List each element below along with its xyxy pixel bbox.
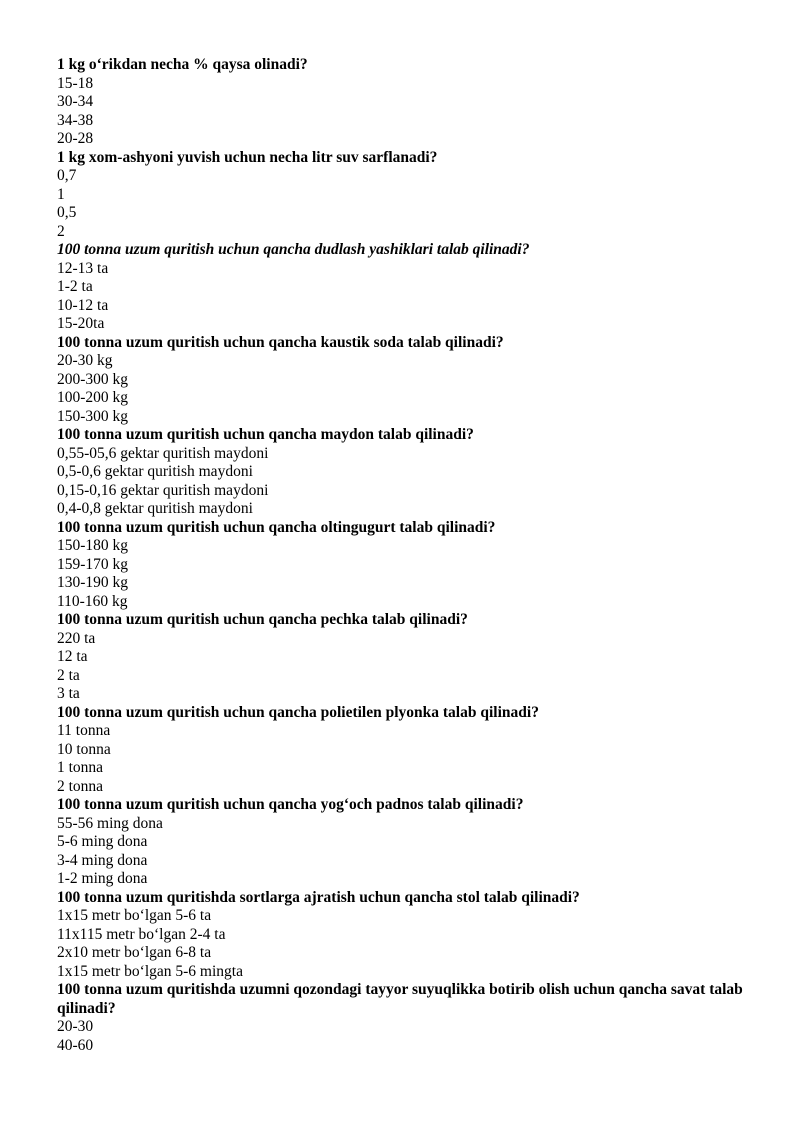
question-text: 100 tonna uzum quritish uchun qancha dudlash yashiklari talab qilinadi? (57, 241, 530, 258)
answer-option: 150-300 kg (57, 407, 129, 425)
question-text: 100 tonna uzum quritish uchun qancha oltingugurt talab qilinadi? (57, 518, 496, 536)
question-text: 100 tonna uzum quritish uchun qancha kaustik soda talab qilinadi? (57, 333, 504, 351)
question-block-2 (57, 149, 757, 242)
question-block-1 (57, 56, 757, 149)
question-text: 1 kg o‘rikdan necha % qaysa olinadi? (57, 56, 308, 73)
question-text: 100 tonna uzum quritish uchun qancha maydon talab qilinadi? (57, 426, 474, 443)
answer-option: 1x15 metr bo‘lgan 5-6 mingta (57, 962, 243, 980)
question-text: 100 tonna uzum quritishda uzumni qozondagi tayyor suyuqlikka botirib olish uchun qancha savat talab qilinadi? (57, 981, 743, 1017)
document-body (57, 56, 757, 1055)
answer-option: 10 tonna (57, 740, 111, 758)
answer-option: 30-34 (57, 93, 94, 110)
answer-option: 20-30 (57, 1018, 94, 1035)
answer-option: 100-200 kg (57, 389, 129, 406)
question-block-5 (57, 426, 757, 519)
answer-option: 0,5 (57, 204, 77, 221)
answer-option: 15-20ta (57, 315, 105, 332)
answer-option: 110-160 kg (57, 592, 128, 610)
answer-option: 2 tonna (57, 777, 104, 795)
question-block-8 (57, 704, 757, 797)
answer-option: 11 tonna (57, 722, 111, 739)
answer-option: 20-28 (57, 130, 94, 147)
answer-option: 150-180 kg (57, 537, 129, 554)
question-text: 1 kg xom-ashyoni yuvish uchun necha litr suv sarflanadi? (57, 148, 438, 166)
question-block-9 (57, 796, 757, 889)
question-block-6 (57, 519, 757, 612)
answer-option: 12 ta (57, 648, 88, 665)
question-text: 100 tonna uzum quritishda sortlarga ajratish uchun qancha stol talab qilinadi? (57, 888, 580, 906)
answer-option: 40-60 (57, 1036, 94, 1054)
answer-option: 11x115 metr bo‘lgan 2-4 ta (57, 925, 226, 943)
question-block-11 (57, 981, 757, 1055)
answer-option: 1-2 ta (57, 278, 93, 295)
answer-option: 2 ta (57, 666, 80, 684)
answer-option: 3 ta (57, 685, 80, 702)
question-block-7 (57, 611, 757, 704)
question-text: 100 tonna uzum quritish uchun qancha yog‘och padnos talab qilinadi? (57, 796, 524, 813)
answer-option: 12-13 ta (57, 259, 109, 277)
answer-option: 200-300 kg (57, 370, 129, 388)
question-block-4 (57, 334, 757, 427)
answer-option: 1x15 metr bo‘lgan 5-6 ta (57, 907, 212, 924)
answer-option: 220 ta (57, 629, 96, 647)
question-text: 100 tonna uzum quritish uchun qancha pechka talab qilinadi? (57, 611, 468, 628)
answer-option: 10-12 ta (57, 296, 109, 314)
answer-option: 20-30 kg (57, 352, 113, 369)
answer-option: 0,15-0,16 gektar quritish maydoni (57, 481, 269, 499)
answer-option: 15-18 (57, 74, 94, 92)
question-block-3 (57, 241, 757, 334)
answer-option: 1-2 ming dona (57, 870, 148, 887)
answer-option: 0,7 (57, 167, 77, 184)
answer-option: 34-38 (57, 111, 94, 129)
answer-option: 2x10 metr bo‘lgan 6-8 ta (57, 944, 212, 961)
answer-option: 1 tonna (57, 759, 104, 776)
question-text: 100 tonna uzum quritish uchun qancha polietilen plyonka talab qilinadi? (57, 703, 539, 721)
answer-option: 55-56 ming dona (57, 814, 163, 832)
answer-option: 1 (57, 185, 65, 203)
answer-option: 0,5-0,6 gektar quritish maydoni (57, 463, 253, 480)
answer-option: 5-6 ming dona (57, 833, 148, 850)
answer-option: 3-4 ming dona (57, 851, 148, 869)
answer-option: 0,55-05,6 gektar quritish maydoni (57, 444, 269, 462)
answer-option: 2 (57, 222, 65, 240)
question-block-10 (57, 889, 757, 982)
answer-option: 159-170 kg (57, 555, 129, 573)
answer-option: 0,4-0,8 gektar quritish maydoni (57, 500, 253, 517)
answer-option: 130-190 kg (57, 574, 129, 591)
